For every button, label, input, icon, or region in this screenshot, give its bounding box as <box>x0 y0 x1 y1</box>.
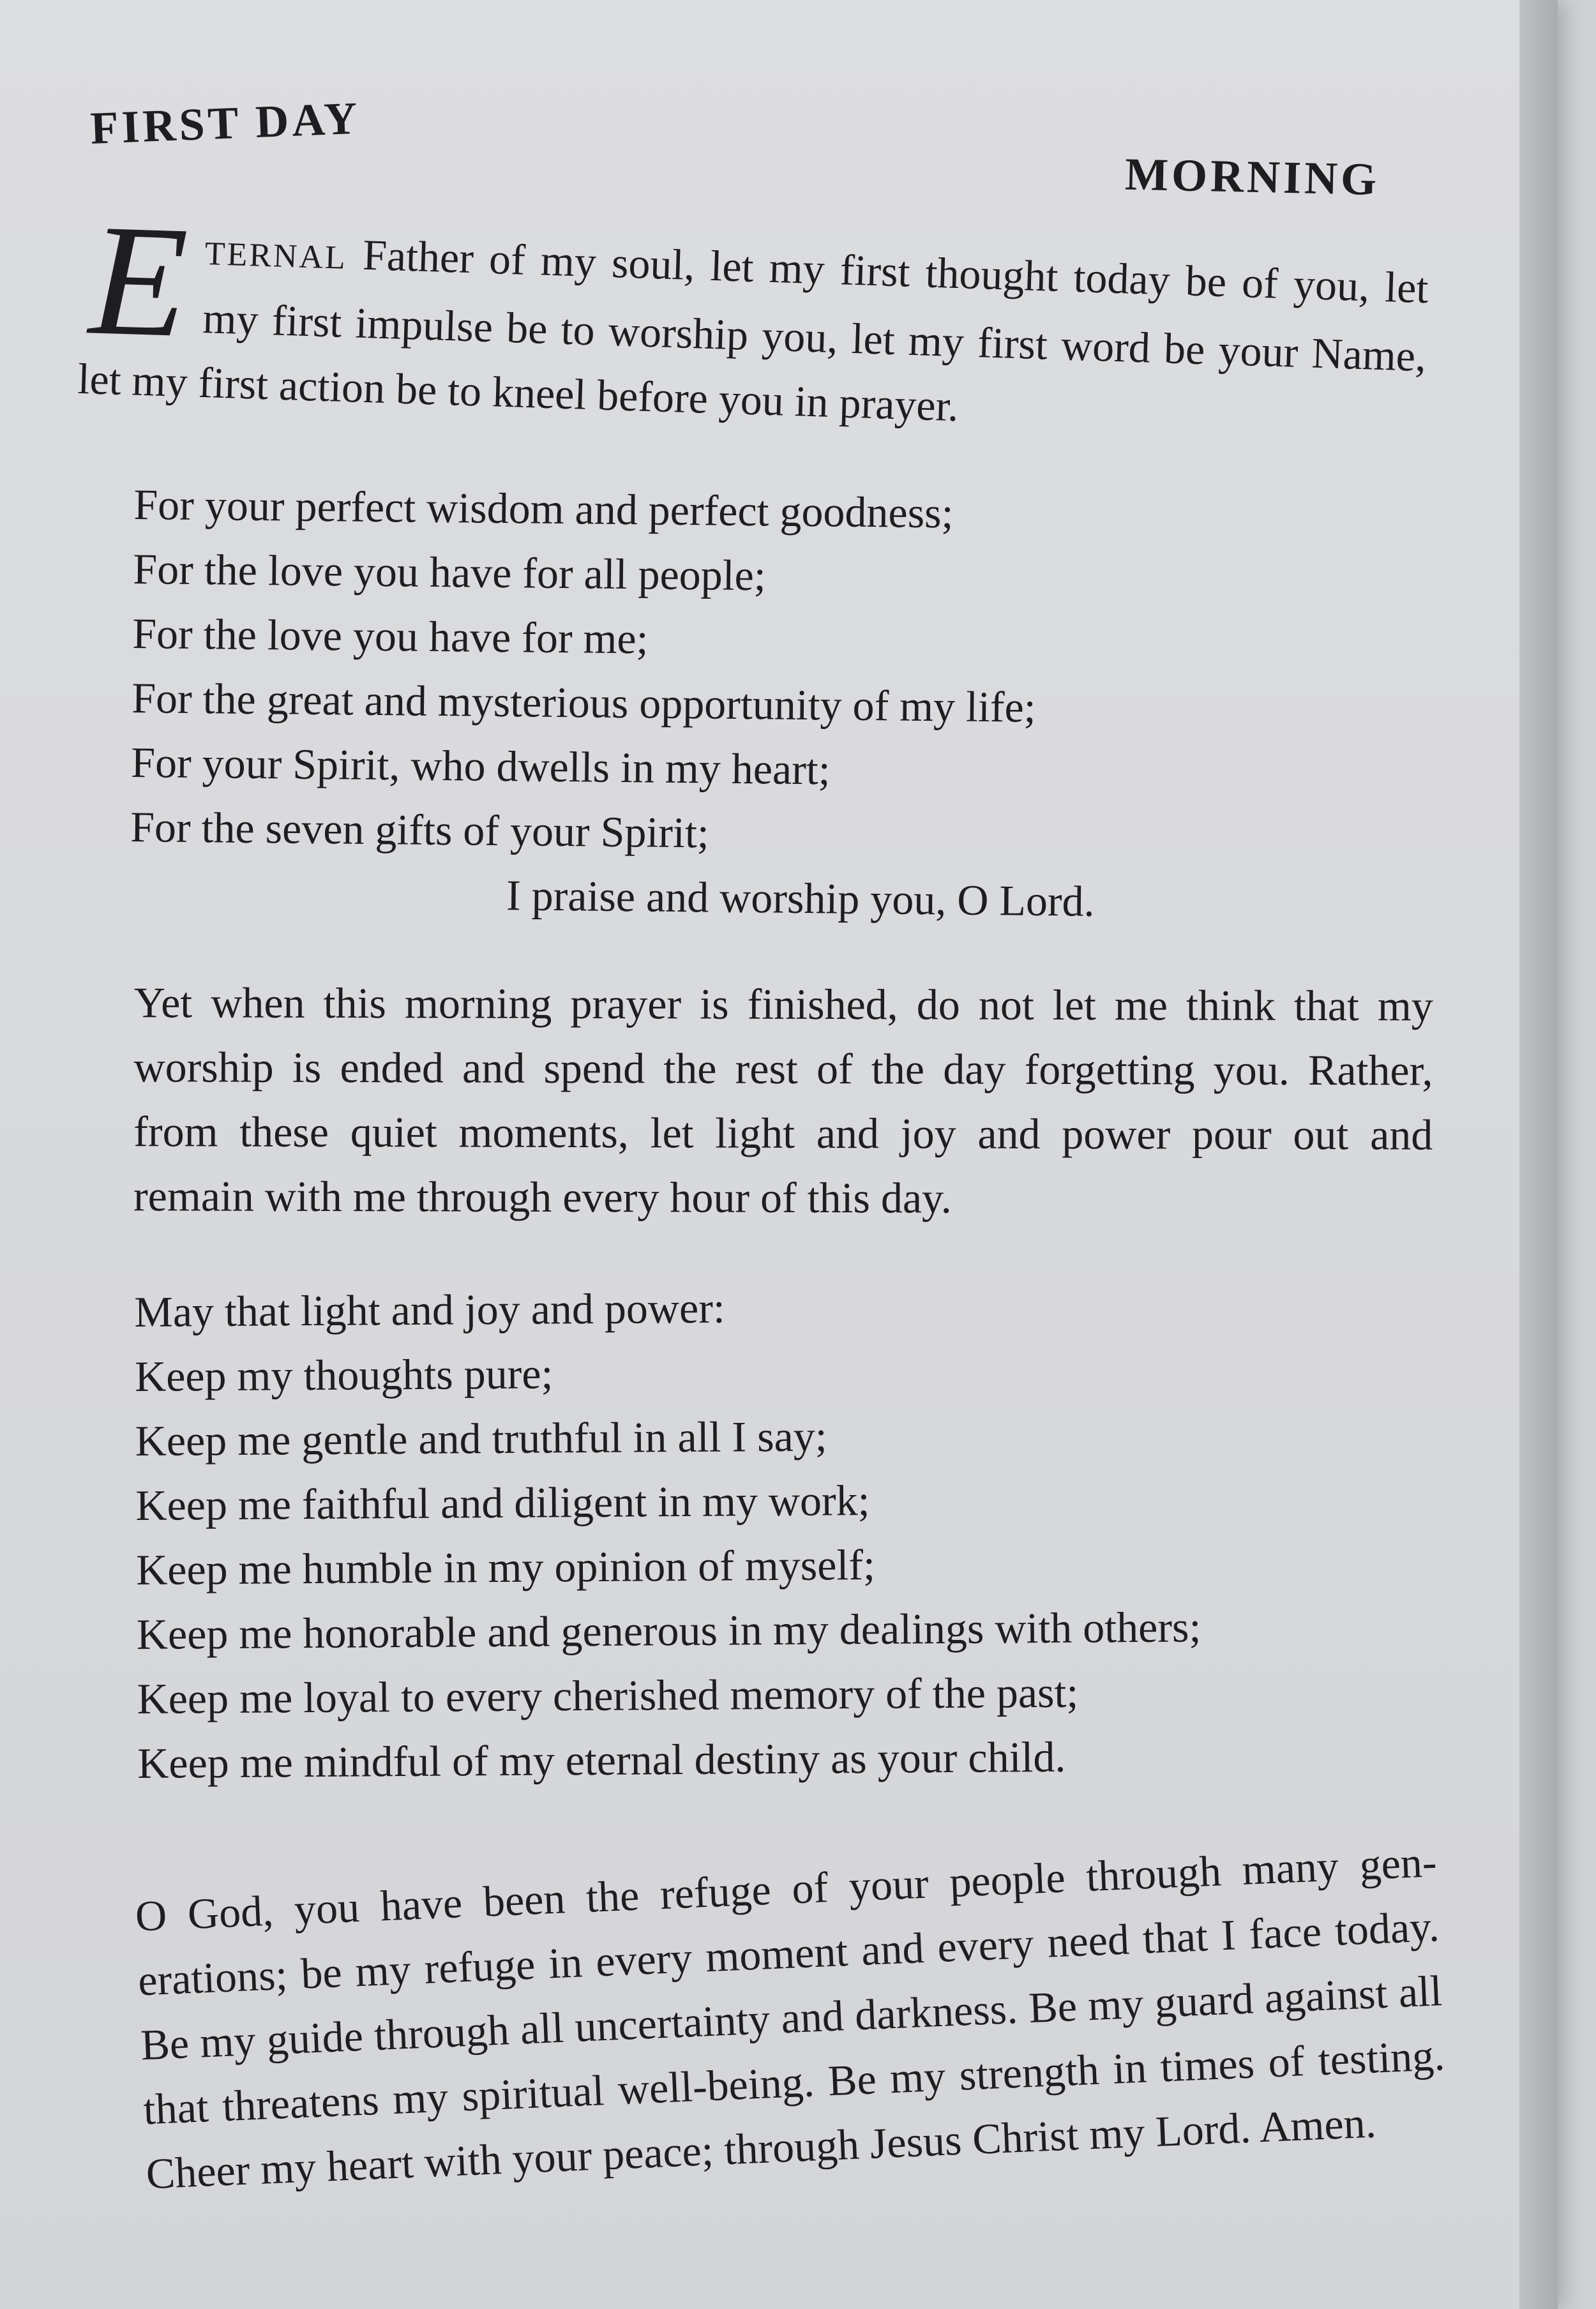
petition-litany <box>134 1271 1415 1796</box>
litany-line: For the love you have for all people; <box>133 544 767 600</box>
petition-line: May that light and joy and power: <box>134 1283 725 1336</box>
petition-line: Keep me loyal to every cherished memory of the past; <box>137 1667 1079 1723</box>
litany-refrain: I praise and worship you, O Lord. <box>506 871 1095 926</box>
drop-cap: E <box>87 191 190 372</box>
litany-line: For the seven gifts of your Spirit; <box>130 802 710 857</box>
page-edge <box>1519 0 1558 2309</box>
litany-line: For your Spirit, who dwells in my heart; <box>130 737 831 794</box>
litany-line: For the love you have for me; <box>132 608 649 663</box>
petition-line: Keep me mindful of my eternal destiny as your child. <box>137 1732 1066 1787</box>
litany-line: For the great and mysterious opportunity of my life; <box>131 673 1037 732</box>
praise-litany <box>130 472 1347 936</box>
litany-line: For your perfect wisdom and perfect goodness; <box>133 479 954 538</box>
lead-word: TERNAL <box>204 236 348 277</box>
opening-text: Father of my soul, let my first thought today be of you, let my first impulse be to worship you, let my first word be your Name, let my first action be to kneel before you in prayer. <box>77 230 1429 431</box>
second-paragraph <box>82 970 1433 1232</box>
petition-line: Keep me gentle and truthful in all I say; <box>135 1411 827 1465</box>
petition-line: Keep my thoughts pure; <box>134 1349 553 1401</box>
petition-line: Keep me humble in my opinion of myself; <box>135 1540 876 1594</box>
paragraph-text: O God, you have been the refuge of your people through many gen-erations; be my refuge in every moment and every need that I face today. Be my guide through all uncertainty and darkness. Be my guard against all that threatens my spiritual well-being. Be my strength in times of testing. Cheer my heart with your peace; through Jesus Christ my Lord. Amen. <box>134 1837 1446 2199</box>
time-heading: MORNING <box>1124 148 1380 205</box>
section-heading: FIRST DAY <box>89 92 361 154</box>
paragraph-text: Yet when this morning prayer is finished, do not let me think that my worship is ended and spend the rest of the day forgetting you. Rather, from these quiet moments, let light and joy and power pour out and remain with me through every hour of this day. <box>133 978 1433 1222</box>
opening-paragraph <box>77 191 1429 453</box>
petition-line: Keep me honorable and generous in my dealings with others; <box>136 1602 1201 1658</box>
petition-line: Keep me faithful and diligent in my work; <box>135 1475 870 1530</box>
closing-paragraph <box>83 1830 1449 2208</box>
